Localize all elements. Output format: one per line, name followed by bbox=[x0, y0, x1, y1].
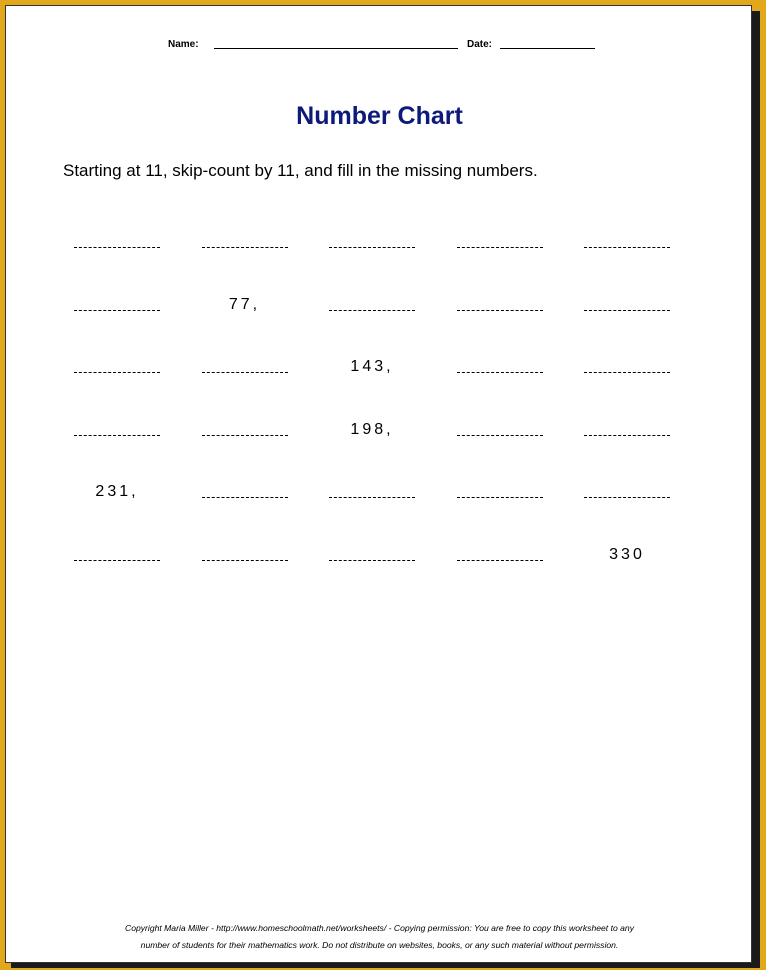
answer-blank[interactable] bbox=[457, 247, 543, 248]
grid-cell[interactable] bbox=[301, 211, 411, 251]
grid-cell[interactable] bbox=[429, 524, 539, 564]
answer-blank[interactable] bbox=[584, 435, 670, 436]
grid-cell[interactable] bbox=[429, 461, 539, 501]
grid-cell[interactable] bbox=[174, 461, 284, 501]
answer-blank[interactable] bbox=[329, 560, 415, 561]
date-label: Date: bbox=[467, 39, 493, 50]
footer-line-2: number of students for their mathematics work. Do not distribute on websites, books, or any such material without permission. bbox=[140, 940, 619, 950]
grid-cell[interactable] bbox=[429, 274, 539, 314]
grid-cell[interactable] bbox=[556, 399, 666, 439]
date-blank[interactable] bbox=[500, 48, 595, 49]
grid-cell[interactable] bbox=[556, 274, 666, 314]
grid-cell bbox=[556, 524, 666, 564]
grid-cell[interactable] bbox=[429, 211, 539, 251]
worksheet-title: Number Chart bbox=[296, 102, 463, 130]
grid-cell bbox=[174, 274, 284, 314]
worksheet-page bbox=[5, 5, 752, 963]
grid-cell[interactable] bbox=[429, 336, 539, 376]
answer-blank[interactable] bbox=[202, 247, 288, 248]
answer-blank[interactable] bbox=[584, 310, 670, 311]
given-number: 77, bbox=[228, 295, 261, 313]
answer-blank[interactable] bbox=[202, 560, 288, 561]
grid-cell[interactable] bbox=[46, 336, 156, 376]
grid-cell[interactable] bbox=[174, 524, 284, 564]
given-number: 231, bbox=[95, 483, 139, 500]
instructions: Starting at 11, skip-count by 11, and fill in the missing numbers. bbox=[63, 161, 538, 180]
grid-cell[interactable] bbox=[429, 399, 539, 439]
copyright-footer bbox=[6, 920, 753, 954]
answer-blank[interactable] bbox=[74, 372, 160, 373]
name-label: Name: bbox=[168, 39, 199, 50]
answer-blank[interactable] bbox=[584, 247, 670, 248]
grid-cell bbox=[301, 399, 411, 439]
given-number: 198, bbox=[350, 420, 394, 438]
grid-cell[interactable] bbox=[556, 211, 666, 251]
answer-blank[interactable] bbox=[202, 497, 288, 498]
answer-blank[interactable] bbox=[202, 435, 288, 436]
grid-cell[interactable] bbox=[174, 336, 284, 376]
grid-cell[interactable] bbox=[46, 211, 156, 251]
answer-blank[interactable] bbox=[74, 247, 160, 248]
name-blank[interactable] bbox=[214, 48, 458, 49]
answer-blank[interactable] bbox=[457, 560, 543, 561]
answer-blank[interactable] bbox=[457, 435, 543, 436]
answer-blank[interactable] bbox=[329, 497, 415, 498]
footer-line-1: Copyright Maria Miller - http://www.homeschoolmath.net/worksheets/ - Copying permission: You are free to copy this worksheet to any bbox=[124, 923, 634, 933]
grid-cell[interactable] bbox=[301, 274, 411, 314]
grid-cell[interactable] bbox=[174, 211, 284, 251]
grid-cell[interactable] bbox=[174, 399, 284, 439]
answer-blank[interactable] bbox=[457, 310, 543, 311]
answer-blank[interactable] bbox=[74, 560, 160, 561]
given-number: 330 bbox=[609, 545, 645, 563]
grid-cell bbox=[301, 336, 411, 376]
grid-cell bbox=[46, 461, 156, 501]
grid-cell[interactable] bbox=[301, 461, 411, 501]
answer-blank[interactable] bbox=[457, 372, 543, 373]
grid-cell[interactable] bbox=[46, 399, 156, 439]
grid-cell[interactable] bbox=[556, 461, 666, 501]
answer-blank[interactable] bbox=[74, 310, 160, 311]
answer-blank[interactable] bbox=[329, 247, 415, 248]
page-shadow-bottom bbox=[11, 963, 760, 968]
page-shadow-right bbox=[752, 11, 760, 967]
answer-blank[interactable] bbox=[457, 497, 543, 498]
grid-cell[interactable] bbox=[556, 336, 666, 376]
grid-cell[interactable] bbox=[46, 274, 156, 314]
answer-blank[interactable] bbox=[584, 372, 670, 373]
answer-blank[interactable] bbox=[202, 372, 288, 373]
answer-blank[interactable] bbox=[584, 497, 670, 498]
given-number: 143, bbox=[350, 358, 394, 375]
grid-cell[interactable] bbox=[301, 524, 411, 564]
answer-blank[interactable] bbox=[74, 435, 160, 436]
grid-cell[interactable] bbox=[46, 524, 156, 564]
answer-blank[interactable] bbox=[329, 310, 415, 311]
